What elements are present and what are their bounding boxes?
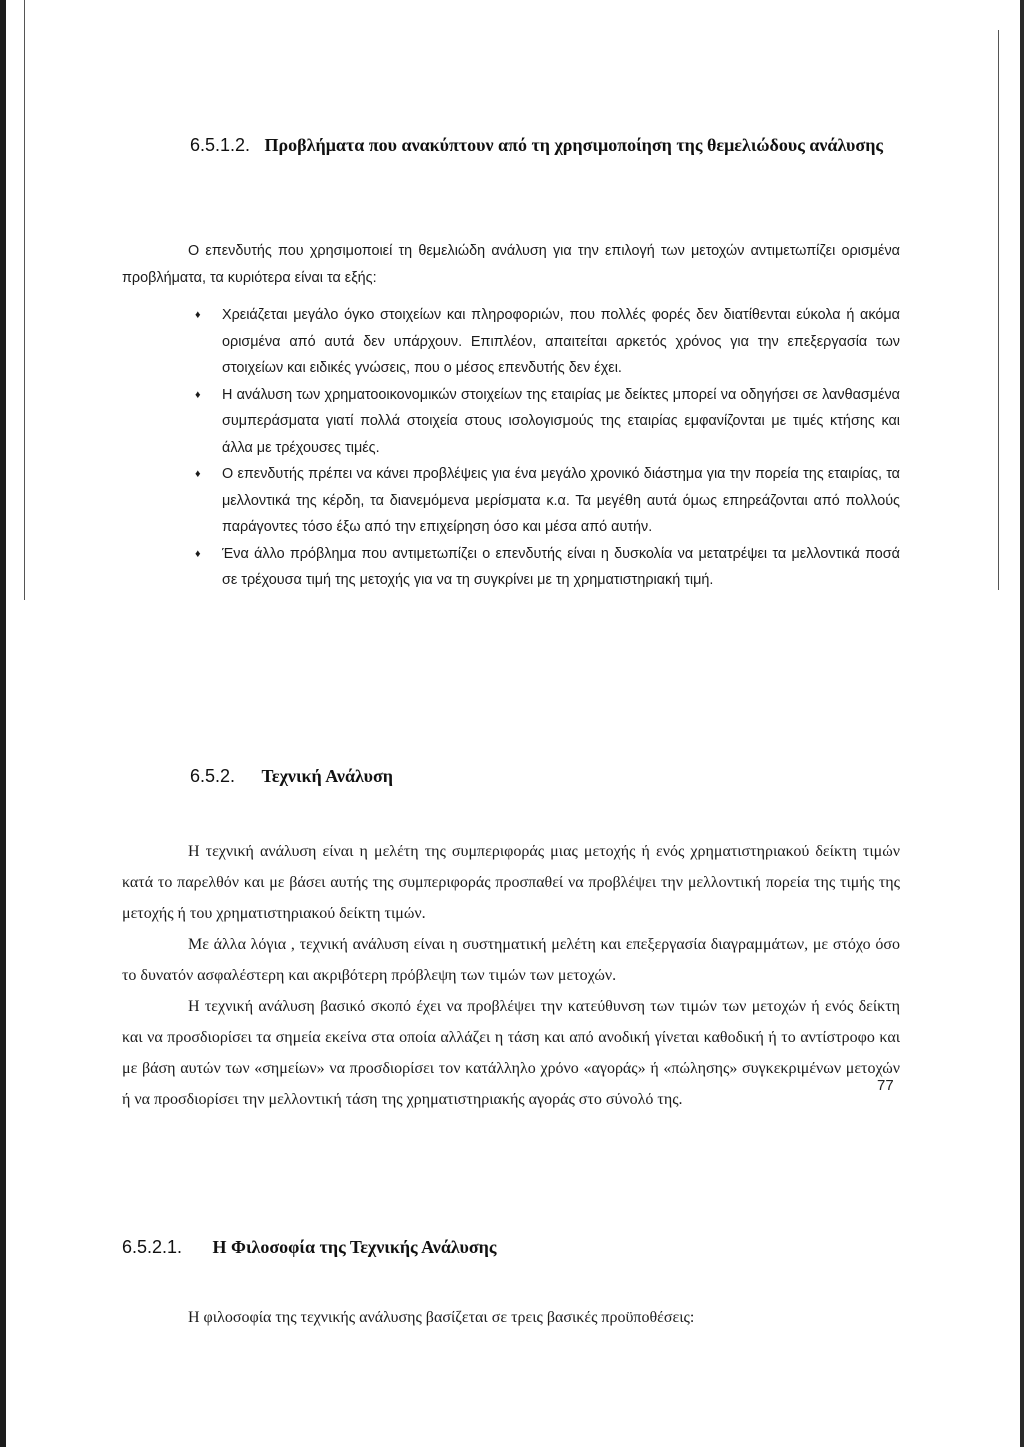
paragraph: Με άλλα λόγια , τεχνική ανάλυση είναι η συστηματική μελέτη και επεξεργασία διαγραμμάτων, με στόχο όσο το δυνατόν ασφαλέστερη και ακριβότερη πρόβλεψη των τιμών των μετοχών.: [122, 936, 900, 984]
page-number: 77: [877, 1077, 894, 1094]
bullet-text: Ο επενδυτής πρέπει να κάνει προβλέψεις για ένα μεγάλο χρονικό διάστημα για την πορεία της εταιρίας, τα μελλοντικά της κέρδη, τα διανεμόμενα μερίσματα κ.α. Τα μεγέθη αυτά όμως επηρεάζονται από πολλούς παράγοντες τόσο έξω από την επιχείρηση όσο και μέσα από αυτήν.: [222, 466, 900, 535]
section-title: Προβλήματα που ανακύπτουν από τη χρησιμοποίηση της θεμελιώδους ανάλυσης: [264, 135, 884, 155]
scan-edge-right: [1020, 0, 1024, 1447]
intro-paragraph: Ο επενδυτής που χρησιμοποιεί τη θεμελιώδη ανάλυση για την επιλογή των μετοχών αντιμετωπίζει ορισμένα προβλήματα, τα κυριότερα είναι τα εξής:: [122, 243, 900, 286]
section-number: 6.5.1.2.: [190, 135, 251, 155]
bullet-text: Χρειάζεται μεγάλο όγκο στοιχείων και πληροφοριών, που πολλές φορές δεν διατίθενται εύκολα ή ακόμα ορισμένα από αυτά δεν υπάρχουν. Επιπλέον, απαιτείται αρκετός χρόνος για την επεξεργασία των στοιχείων και ειδικές γνώσεις, που ο μέσος επενδυτής δεν έχει.: [222, 307, 900, 376]
diamond-bullet-icon: ♦: [195, 388, 201, 401]
margin-rule-left: [24, 0, 25, 600]
paragraph: Η τεχνική ανάλυση είναι η μελέτη της συμπεριφοράς μιας μετοχής ή ενός χρηματιστηριακού δείκτη τιμών κατά το παρελθόν και με βάσει αυτής της συμπεριφοράς προσπαθεί να προβλέψει την μελλοντική πορεία της τιμής της μετοχής ή του χρηματιστηριακού δείκτη τιμών.: [122, 843, 900, 922]
section-heading-technical-analysis: [190, 758, 690, 794]
list-item: [195, 541, 900, 594]
bullet-text: Ένα άλλο πρόβλημα που αντιμετωπίζει ο επενδυτής είναι η δυσκολία να μετατρέψει τα μελλοντικά ποσά σε τρέχουσα τιμή της μετοχής για να τη συγκρίνει με τη χρηματιστηριακή τιμή.: [222, 545, 900, 588]
problems-bullet-list: [195, 302, 900, 594]
technical-analysis-body: [122, 836, 900, 1115]
diamond-bullet-icon: ♦: [195, 309, 201, 321]
section-number: 6.5.2.1.: [122, 1237, 183, 1257]
list-item: [195, 461, 900, 541]
section-number: 6.5.2.: [190, 766, 236, 786]
list-item: [195, 382, 900, 462]
section-heading-problems: [190, 127, 910, 163]
list-item: [195, 302, 900, 382]
bullet-text: Η ανάλυση των χρηματοοικονομικών στοιχείων της εταιρίας με δείκτες μπορεί να οδηγήσει σε λανθασμένα συμπεράσματα γιατί πολλά στοιχεία στους ισολογισμούς της εταιρίας εμφανίζονται με τιμές κτήσης και άλλα με τρέχουσες τιμές.: [222, 386, 900, 456]
margin-rule-right: [998, 30, 999, 590]
diamond-bullet-icon: ♦: [195, 468, 201, 480]
section-title: Η Φιλοσοφία της Τεχνικής Ανάλυσης: [212, 1237, 497, 1257]
section-title: Τεχνική Ανάλυση: [261, 766, 393, 786]
philosophy-paragraph: Η φιλοσοφία της τεχνικής ανάλυσης βασίζεται σε τρεις βασικές προϋποθέσεις:: [188, 1309, 695, 1326]
scan-edge-left: [0, 0, 6, 1447]
section-heading-philosophy: [122, 1229, 722, 1265]
paragraph: Η τεχνική ανάλυση βασικό σκοπό έχει να προβλέψει την κατεύθυνση των τιμών των μετοχών ή ενός δείκτη και να προσδιορίσει τα σημεία εκείνα στα οποία αλλάζει η τάση και από ανοδική γίνεται καθοδική ή το αντίστροφο και με βάση αυτών των «σημείων» να προσδιορίσει τον κατάλληλο χρόνο «αγοράς» ή «πώλησης» συγκεκριμένων μετοχών ή να προσδιορίσει την μελλοντική τάση της χρηματιστηριακής αγοράς στο σύνολό της.: [122, 998, 900, 1108]
diamond-bullet-icon: ♦: [195, 547, 201, 560]
